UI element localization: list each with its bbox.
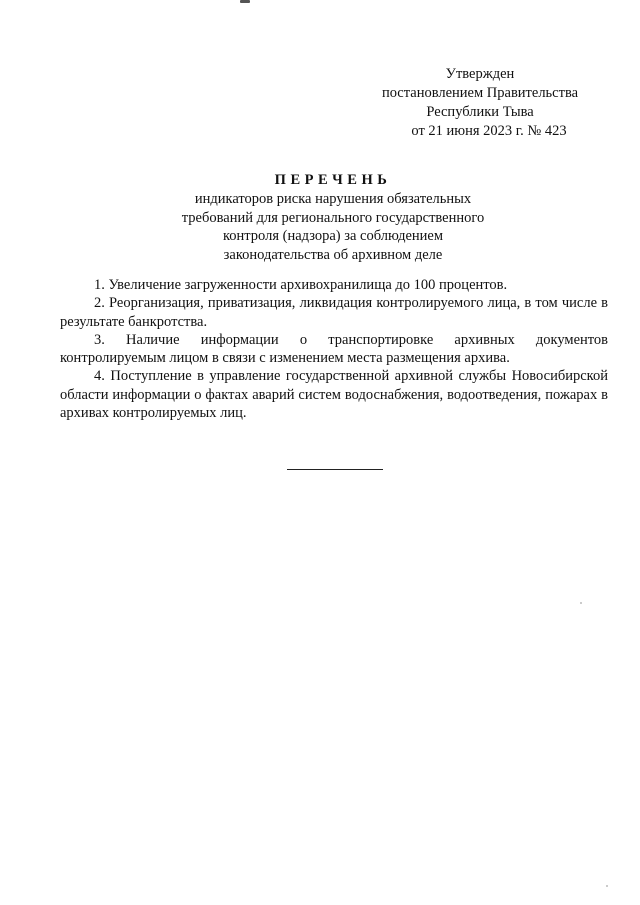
document-heading (0, 170, 640, 264)
approval-line-approved: Утвержден (445, 66, 515, 82)
item-number: 1. (94, 277, 105, 293)
approval-line-resolution: постановлением Правительства (381, 85, 579, 101)
list-item (60, 331, 608, 368)
subtitle-line-1: индикаторов риска нарушения обязательных (194, 191, 472, 207)
indicator-list (60, 276, 608, 422)
scan-speck (606, 885, 608, 887)
scan-speck (580, 602, 582, 604)
item-text: Наличие информации о транспортировке архивных документов контролируемым лицом в связи с изменением места размещения архива. (60, 331, 609, 367)
item-number: 4. (94, 368, 105, 385)
subtitle-line-4: законодательства об архивном деле (223, 246, 443, 263)
subtitle-line-3: контроля (надзора) за соблюдением (222, 228, 444, 244)
item-text: Увеличение загруженности архивохранилища до 100 процентов. (108, 277, 508, 293)
subtitle-line-2: требований для регионального государственного (181, 209, 485, 226)
item-text: Реорганизация, приватизация, ликвидация контролируемого лица, в том числе в результате банкротства. (60, 295, 609, 330)
item-number: 3. (94, 331, 105, 348)
scan-mark (240, 0, 250, 3)
list-item (60, 276, 608, 294)
item-number: 2. (94, 295, 105, 312)
document-title: ПЕРЕЧЕНЬ (274, 172, 392, 188)
approval-stamp (370, 65, 590, 141)
list-item (60, 367, 608, 422)
list-item (60, 294, 608, 331)
approval-line-date-number: от 21 июня 2023 г. № 423 (411, 123, 567, 139)
end-divider (287, 469, 383, 470)
approval-line-republic: Республики Тыва (426, 104, 534, 120)
item-text: Поступление в управление государственной архивной службы Новосибирской области информации о фактах аварий систем водоснабжения, водоотведения, пожарах в архивах контролируемых лиц. (60, 368, 609, 422)
